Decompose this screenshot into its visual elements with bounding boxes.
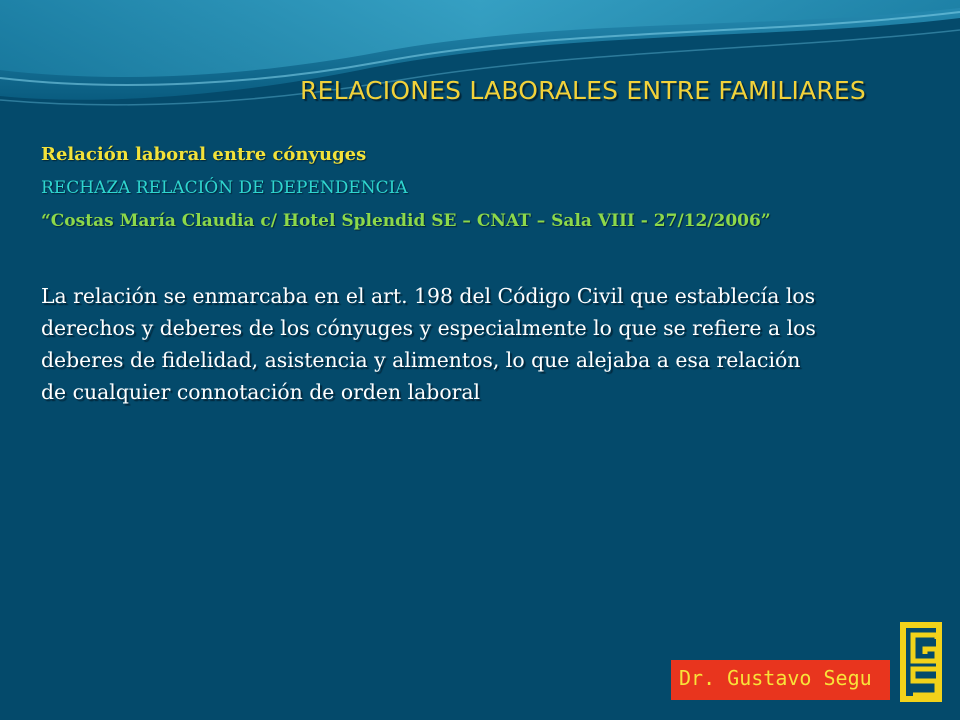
body-paragraph: [41, 280, 881, 408]
gs-monogram-logo-icon: [900, 622, 942, 702]
signature-box: [671, 660, 890, 700]
body-line: La relación se enmarcaba en el art. 198 del Código Civil que establecía los: [41, 284, 816, 308]
body-line: derechos y deberes de los cónyuges y especialmente lo que se refiere a los: [41, 316, 816, 340]
ruling-heading: RECHAZA RELACIÓN DE DEPENDENCIA: [41, 178, 408, 198]
body-line: de cualquier connotación de orden laboral: [41, 380, 481, 404]
header-wave-decoration: [0, 0, 960, 140]
slide-title: RELACIONES LABORALES ENTRE FAMILIARES: [300, 76, 866, 105]
slide-subtitle: Relación laboral entre cónyuges: [41, 144, 367, 165]
case-citation: “Costas María Claudia c/ Hotel Splendid SE – CNAT – Sala VIII - 27/12/2006”: [41, 211, 771, 231]
gs-letters-icon: [903, 625, 945, 705]
signature-name: Dr. Gustavo Segu: [679, 666, 872, 690]
body-line: deberes de fidelidad, asistencia y alimentos, lo que alejaba a esa relación: [41, 348, 801, 372]
